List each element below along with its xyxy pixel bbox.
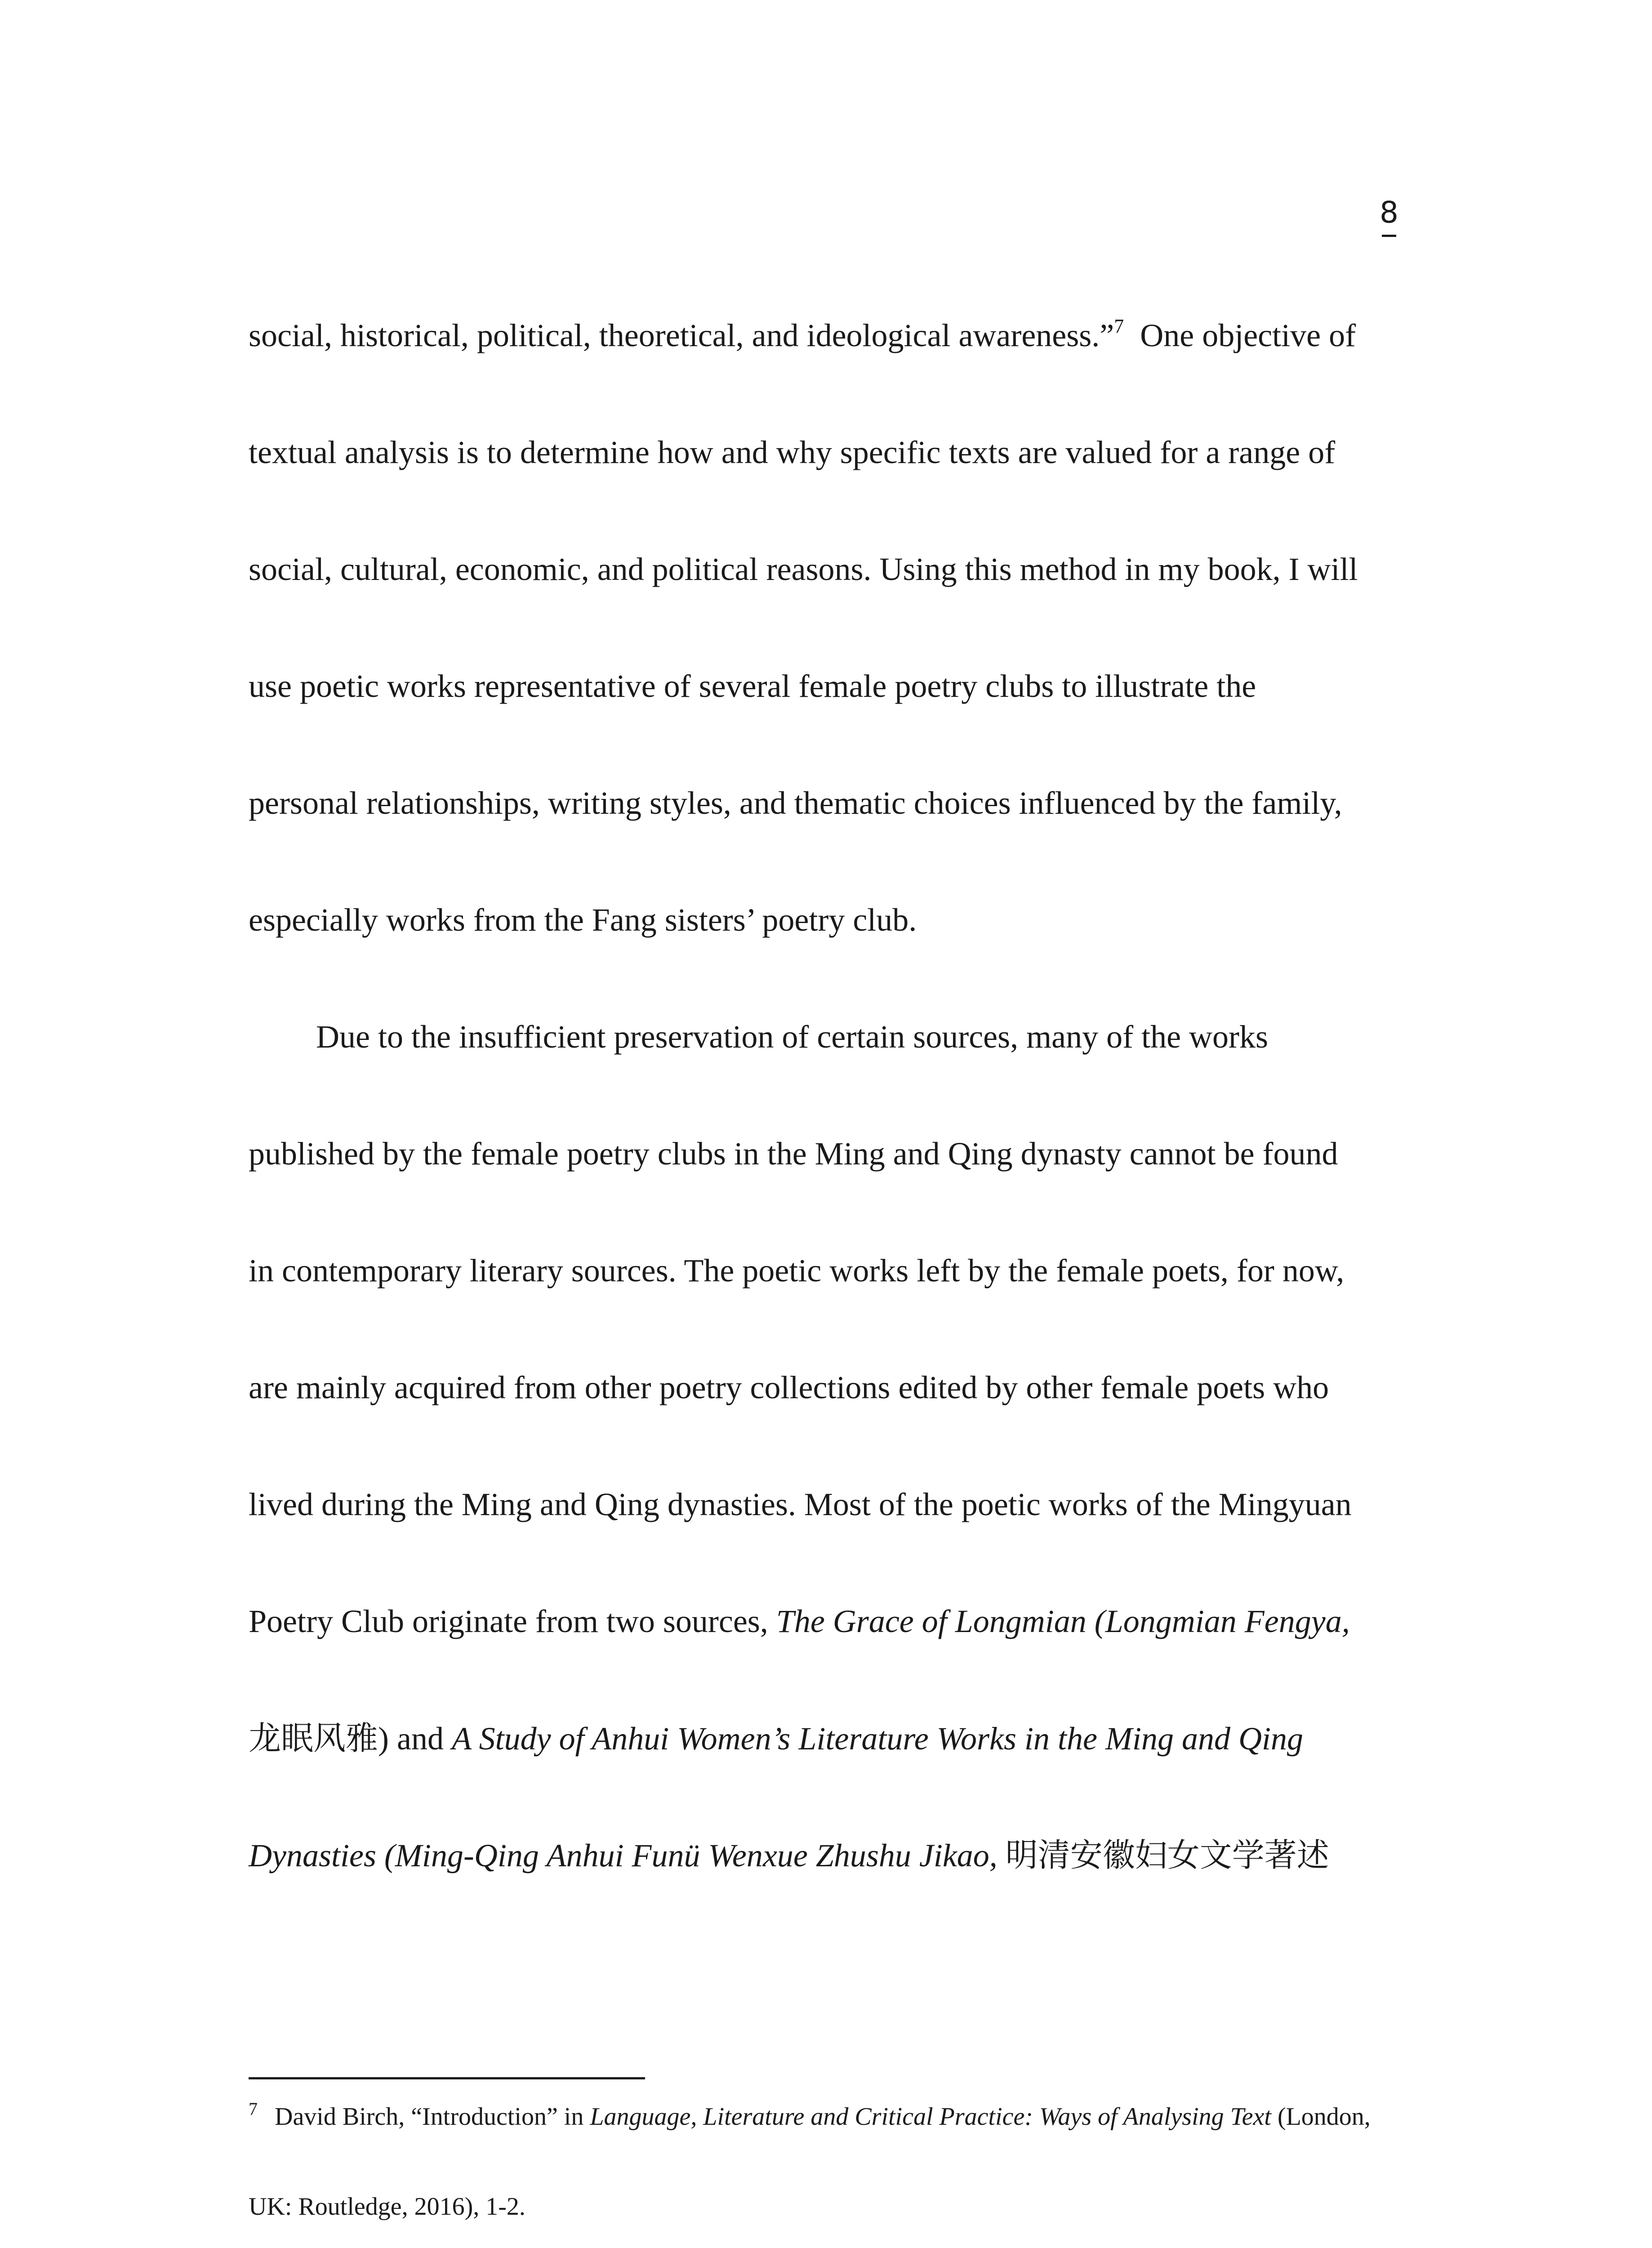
- footnote-line-1: [249, 2099, 1371, 2131]
- text: ) and: [378, 1721, 452, 1757]
- text: Poetry Club originate from two sources,: [249, 1603, 776, 1639]
- page-number: 8: [1380, 195, 1398, 230]
- paragraph-1-line-1: [249, 315, 1356, 353]
- book-title: The Grace of Longmian (Longmian Fengya,: [776, 1603, 1350, 1639]
- paragraph-2-line-3: in contemporary literary sources. The poetic works left by the female poets, for now,: [249, 1253, 1345, 1289]
- paragraph-2-line-7: [249, 1719, 1303, 1757]
- footnote-title: Language, Literature and Critical Practice: Ways of Analysing Text: [590, 2103, 1271, 2131]
- footnote-line-2: UK: Routledge, 2016), 1-2.: [249, 2193, 525, 2221]
- footnote-author: David Birch, “Introduction” in: [275, 2103, 590, 2131]
- footnote-publication: (London,: [1271, 2103, 1371, 2131]
- paragraph-2-line-1: Due to the insufficient preservation of certain sources, many of the works: [316, 1019, 1269, 1055]
- page-number-underline: [1382, 235, 1396, 237]
- text: social, historical, political, theoretical, and ideological awareness.”: [249, 317, 1114, 353]
- paragraph-1-line-4: use poetic works representative of several female poetry clubs to illustrate the: [249, 668, 1256, 704]
- text: One objective of: [1124, 317, 1356, 353]
- paragraph-2-line-5: lived during the Ming and Qing dynasties. Most of the poetic works of the Mingyuan: [249, 1486, 1352, 1522]
- paragraph-2-line-8: [249, 1836, 1329, 1874]
- chinese-title: 明清安徽妇女文学著述: [1005, 1836, 1329, 1874]
- paragraph-2-line-6: [249, 1605, 1350, 1637]
- paragraph-1-line-6: especially works from the Fang sisters’ poetry club.: [249, 902, 917, 938]
- chinese-title: 龙眠风雅: [249, 1719, 378, 1757]
- paragraph-1-line-3: social, cultural, economic, and political reasons. Using this method in my book, I will: [249, 551, 1358, 587]
- paragraph-1-line-2: textual analysis is to determine how and why specific texts are valued for a range of: [249, 434, 1336, 470]
- footnote-number: 7: [249, 2099, 258, 2119]
- book-title: A Study of Anhui Women’s Literature Works in the Ming and Qing: [451, 1721, 1303, 1757]
- footnote-ref[interactable]: 7: [1114, 315, 1124, 337]
- paragraph-1-line-5: personal relationships, writing styles, and thematic choices influenced by the family,: [249, 785, 1342, 821]
- footnote-rule: [249, 2077, 645, 2079]
- book-title: Dynasties (Ming-Qing Anhui Funü Wenxue Zhushu Jikao,: [249, 1838, 1006, 1873]
- paragraph-2-line-2: published by the female poetry clubs in the Ming and Qing dynasty cannot be found: [249, 1136, 1338, 1172]
- paragraph-2-line-4: are mainly acquired from other poetry collections edited by other female poets who: [249, 1369, 1329, 1405]
